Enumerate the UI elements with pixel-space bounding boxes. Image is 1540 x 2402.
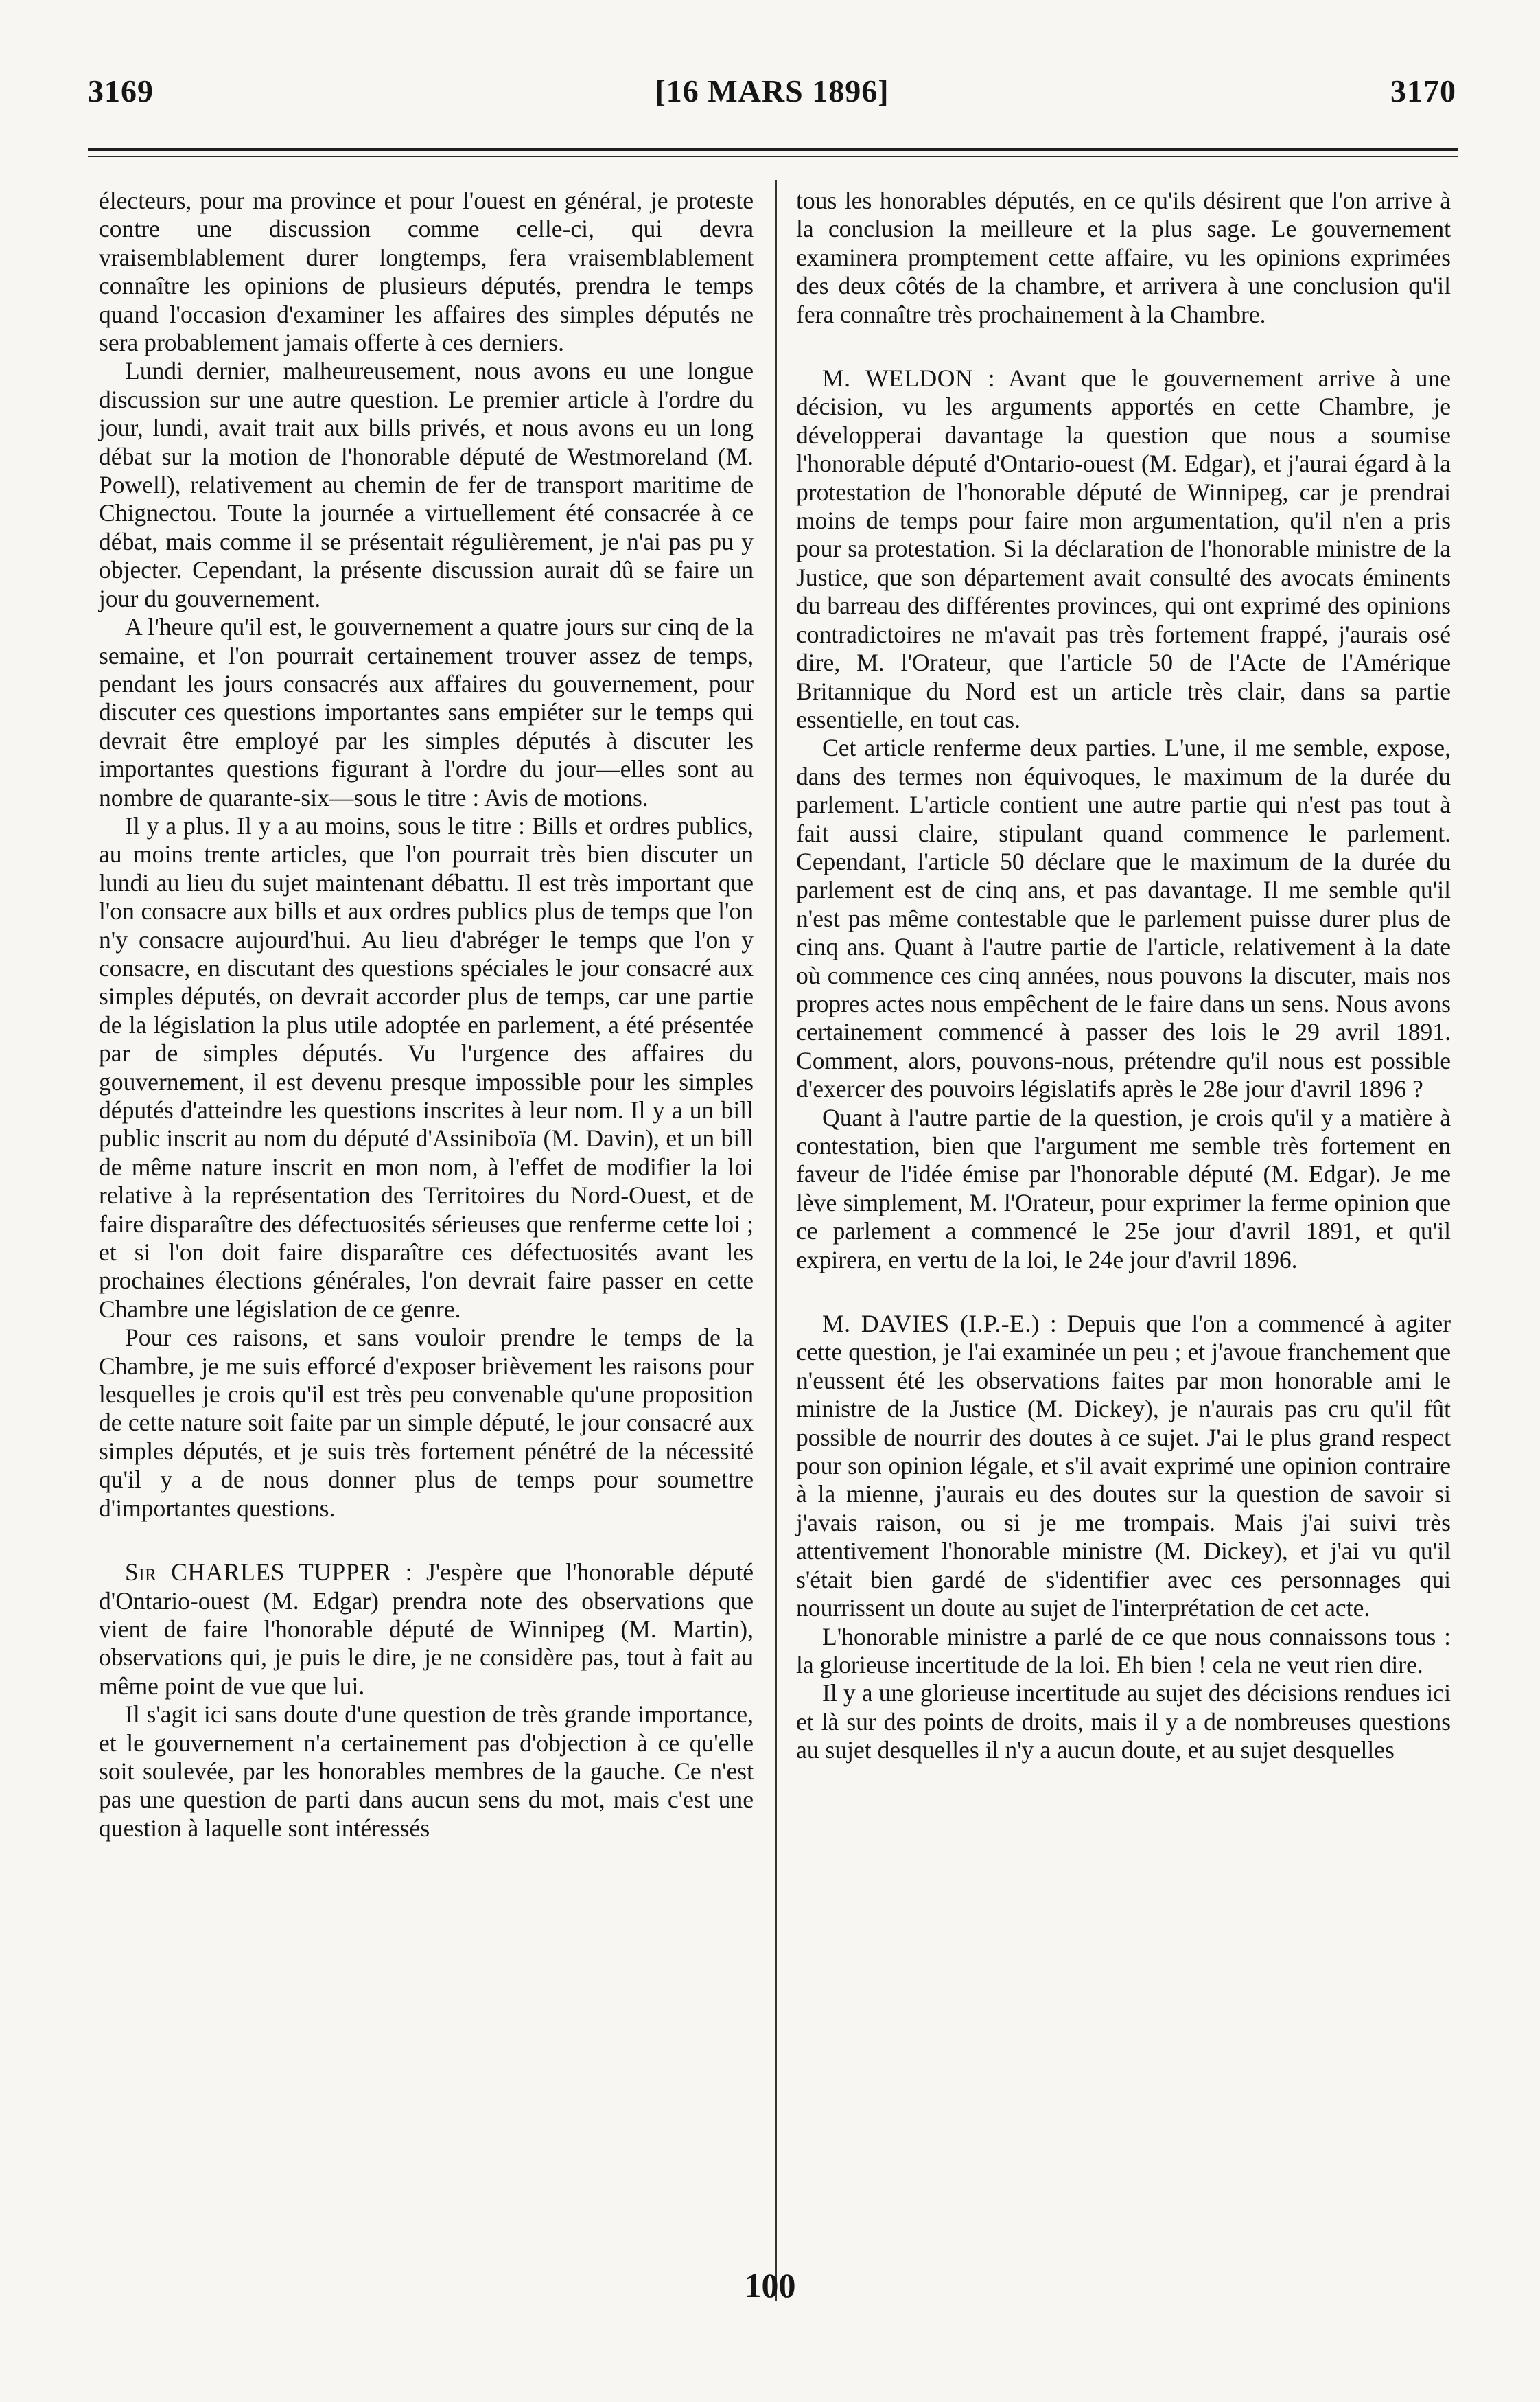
- header-rule-thin: [88, 156, 1458, 157]
- paragraph: électeurs, pour ma province et pour l'ouest en général, je proteste contre une discussion comme celle-ci, qui devra vraisemblablement durer longtemps, fera vraisemblablement connaître les opinions de plusieurs députés, prendra le temps quand l'occasion d'examiner les affaires des simples députés ne sera probablement jamais offerte à ces derniers.: [99, 187, 754, 357]
- speaker-name: Sir CHARLES TUPPER: [125, 1558, 392, 1586]
- speech-weldon: [796, 365, 1451, 734]
- paragraph: Lundi dernier, malheureusement, nous avons eu une longue discussion sur une autre question. Le premier article à l'ordre du jour, lundi, avait trait aux bills privés, et nous avons eu un long débat sur la motion de l'honorable député de Westmoreland (M. Powell), relativement au chemin de fer de transport maritime de Chignectou. Toute la journée a virtuellement été consacrée à ce débat, mais comme il se présentait régulièrement, je n'ai pas pu y objecter. Cependant, la présente discussion aurait dû se faire un jour du gouvernement.: [99, 357, 754, 612]
- signature-folio: 100: [744, 2266, 796, 2305]
- left-column: [99, 187, 754, 1843]
- speaker-name: M. DAVIES (I.P.-E.): [822, 1310, 1040, 1338]
- speech-text: : Avant que le gouvernement arrive à une décision, vu les arguments apportés en cette Chambre, je développerai davantage la question que nous a soumise l'honorable député d'Ontario-ouest (M. Edgar), et j'aurai égard à la protestation de l'honorable député de Winnipeg, car je prendrai moins de temps pour faire mon argumentation, qu'il n'en a pris pour sa protestation. Si la déclaration de l'honorable ministre de la Justice, que son département avait consulté des avocats éminents du barreau des différentes provinces, qui ont exprimé des opinions contradictoires ne m'avait pas très fortement frappé, j'aurais osé dire, M. l'Orateur, que l'article 50 de l'Acte de l'Amérique Britannique du Nord est un article très clair, dans sa partie essentielle, en tout cas.: [796, 365, 1451, 733]
- paragraph: Il y a une glorieuse incertitude au sujet des décisions rendues ici et là sur des points de droits, mais il y a de nombreuses questions au sujet desquelles il n'y a aucun doute, et au sujet desquelles: [796, 1679, 1451, 1764]
- speech-text: : J'espère que l'honorable député d'Ontario-ouest (M. Edgar) prendra note des observations que vient de faire l'honorable député de Winnipeg (M. Martin), observations qui, je puis le dire, je ne considère pas, tout à fait au même point de vue que lui.: [99, 1558, 754, 1700]
- header-rule-thick: [88, 148, 1458, 151]
- paragraph: tous les honorables députés, en ce qu'ils désirent que l'on arrive à la conclusion la meilleure et la plus sage. Le gouvernement examinera promptement cette affaire, vu les opinions exprimées des deux côtés de la chambre, et arrivera à une conclusion qu'il fera connaître très prochainement à la Chambre.: [796, 187, 1451, 328]
- speaker-name: M. WELDON: [822, 365, 974, 393]
- paragraph: Pour ces raisons, et sans vouloir prendre le temps de la Chambre, je me suis efforcé d'exposer brièvement les raisons pour lesquelles je crois qu'il est très peu convenable qu'une proposition de cette nature soit faite par un simple député, le jour consacré aux simples députés, et je suis très fortement pénétré de la nécessité qu'il y a de nous donner plus de temps pour soumettre d'importantes questions.: [99, 1324, 754, 1522]
- speech-tupper: [99, 1558, 754, 1700]
- paragraph: Il y a plus. Il y a au moins, sous le titre : Bills et ordres publics, au moins trente articles, que l'on pourrait très bien discuter un lundi au lieu du sujet maintenant débattu. Il est très important que l'on consacre aux bills et aux ordres publics plus de temps que l'on n'y consacre aujourd'hui. Au lieu d'abréger le temps que l'on y consacre, en discutant des questions spéciales le jour consacré aux simples députés, on devrait accorder plus de temps, car une partie de la législation la plus utile adoptée en parlement, a été présentée par de simples députés. Vu l'urgence des affaires du gouvernement, il est devenu presque impossible pour les simples députés d'atteindre les questions inscrites à leur nom. Il y a un bill public inscrit au nom du député d'Assiniboïa (M. Davin), et un bill de même nature inscrit en mon nom, à l'effet de modifier la loi relative à la représentation des Territoires du Nord-Ouest, et de faire disparaître des défectuosités sérieuses que renferme cette loi ; et si l'on doit faire disparaître ces défectuosités avant les prochaines élections générales, l'on devrait faire passer en cette Chambre une législation de ce genre.: [99, 811, 754, 1323]
- paragraph: Quant à l'autre partie de la question, je crois qu'il y a matière à contestation, bien que l'argument me semble très fortement en faveur de l'idée émise par l'honorable député (M. Edgar). Je me lève simplement, M. l'Orateur, pour exprimer la ferme opinion que ce parlement a commencé le 25e jour d'avril 1891, et qu'il expirera, en vertu de la loi, le 24e jour d'avril 1896.: [796, 1103, 1451, 1273]
- right-column: [796, 187, 1451, 1765]
- speech-davies: [796, 1310, 1451, 1622]
- column-divider: [775, 180, 777, 2301]
- paragraph: Cet article renferme deux parties. L'une, il me semble, expose, dans des termes non équivoques, le maximum de la durée du parlement. L'article contient une autre partie qui n'est pas tout à fait aussi claire, stipulant quand commence le parlement. Cependant, l'article 50 déclare que le maximum de la durée du parlement est de cinq ans, et pas davantage. Il me semble qu'il n'est pas même contestable que le parlement puisse durer plus de cinq ans. Quant à l'autre partie de l'article, relativement à la date où commence ces cinq années, nous pouvons la discuter, mais nos propres actes nous empêchent de le faire dans un sens. Nous avons certainement commencé à passer des lois le 29 avril 1891. Comment, alors, pouvons-nous, prétendre qu'il nous est possible d'exercer des pouvoirs législatifs après le 28e jour d'avril 1896 ?: [796, 734, 1451, 1103]
- paragraph: Il s'agit ici sans doute d'une question de très grande importance, et le gouvernement n'a certainement pas d'objection à ce qu'elle soit soulevée, par les honorables membres de la gauche. Ce n'est pas une question de parti dans aucun sens du mot, mais c'est une question à laquelle sont intéressés: [99, 1700, 754, 1842]
- page-number-right: 3170: [1390, 73, 1456, 108]
- session-date: [16 MARS 1896]: [655, 73, 889, 108]
- paragraph: A l'heure qu'il est, le gouvernement a quatre jours sur cinq de la semaine, et l'on pourrait certainement trouver assez de temps, pendant les jours consacrés aux affaires du gouvernement, pour discuter ces questions importantes sans empiéter sur le temps qui devrait être employé par les simples députés à discuter les importantes questions figurant à l'ordre du jour—elles sont au nombre de quarante-six—sous le titre : Avis de motions.: [99, 613, 754, 811]
- page-number-left: 3169: [88, 73, 154, 108]
- page-header: [88, 73, 1456, 117]
- paragraph: L'honorable ministre a parlé de ce que nous connaissons tous : la glorieuse incertitude de la loi. Eh bien ! cela ne veut rien dire.: [796, 1622, 1451, 1678]
- speech-text: : Depuis que l'on a commencé à agiter cette question, je l'ai examinée un peu ; et j'avoue franchement que n'eussent été les observations faites par mon honorable ami le ministre de la Justice (M. Dickey), je n'aurais pas cru qu'il fût possible de nourrir des doutes à ce sujet. J'ai le plus grand respect pour son opinion légale, et s'il avait exprimé une opinion contraire à la mienne, j'aurais eu des doutes sur la question de savoir si j'avais raison, ou si je me trompais. Mais j'ai suivi très attentivement l'honorable ministre (M. Dickey), et j'ai vu qu'il s'était bien gardé de s'identifier avec ces personnages qui nourrissent un doute au sujet de l'interprétation de cet acte.: [796, 1310, 1451, 1622]
